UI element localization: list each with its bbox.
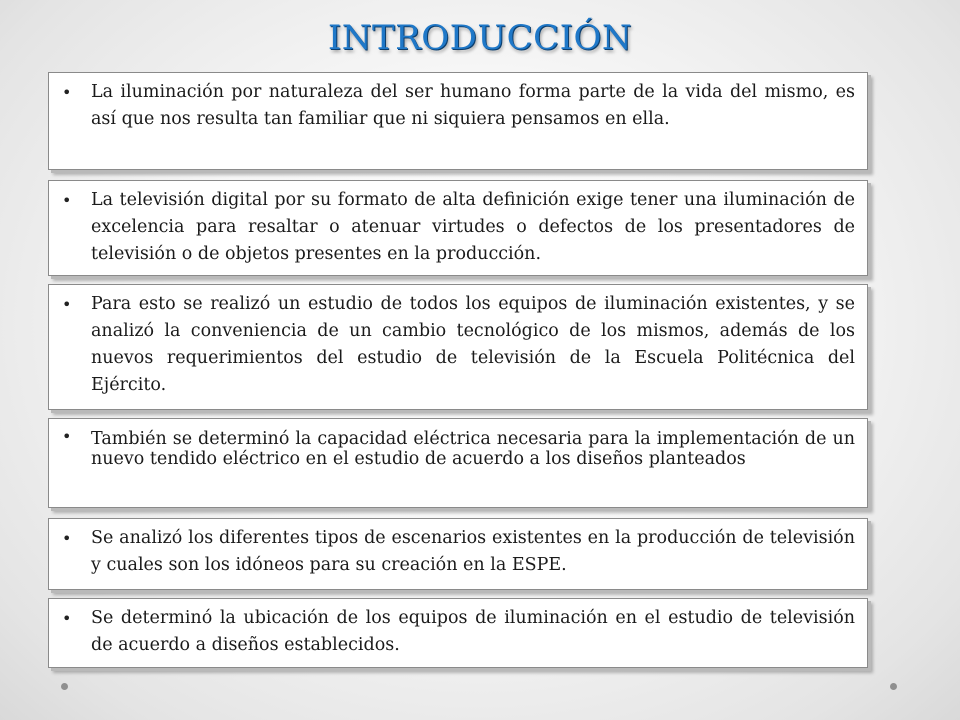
- bullet-icon: •: [62, 295, 72, 314]
- slide-title: INTRODUCCIÓN: [327, 18, 633, 58]
- paragraph-text-6: Se determinó la ubicación de los equipos de iluminación en el estudio de televisión de acuerdo a diseños establecidos.: [91, 608, 855, 655]
- bullet-icon: •: [62, 427, 72, 446]
- bullet-icon: •: [62, 609, 72, 628]
- bullet-icon: •: [62, 529, 72, 548]
- bullet-icon: •: [62, 191, 72, 210]
- paragraph-text-1: La iluminación por naturaleza del ser humano forma parte de la vida del mismo, es así que nos resulta tan familiar que ni siquiera pensamos en ella.: [91, 82, 855, 129]
- paragraph-text-2: La televisión digital por su formato de alta definición exige tener una iluminación de excelencia para resaltar o atenuar virtudes o defectos de los presentadores de televisión o de objetos presentes en la producción.: [91, 190, 855, 264]
- paragraph-box-6: [48, 598, 868, 668]
- paragraph-box-3: [48, 284, 868, 410]
- decorative-dot-right: [890, 683, 897, 690]
- paragraph-box-1: [48, 72, 868, 170]
- paragraph-box-4: [48, 418, 868, 508]
- decorative-dot-left: [61, 683, 68, 690]
- bullet-icon: •: [62, 83, 72, 102]
- paragraph-text-3: Para esto se realizó un estudio de todos los equipos de iluminación existentes, y se analizó la conveniencia de un cambio tecnológico de los mismos, además de los nuevos requerimientos del estudio de televisión de la Escuela Politécnica del Ejército.: [91, 294, 855, 395]
- paragraph-box-5: [48, 518, 868, 590]
- paragraph-box-2: [48, 180, 868, 276]
- paragraph-text-5: Se analizó los diferentes tipos de escenarios existentes en la producción de televisión y cuales son los idóneos para su creación en la ESPE.: [91, 528, 855, 575]
- paragraph-text-4: También se determinó la capacidad eléctrica necesaria para la implementación de un nuevo tendido eléctrico en el estudio de acuerdo a los diseños planteados: [91, 429, 855, 469]
